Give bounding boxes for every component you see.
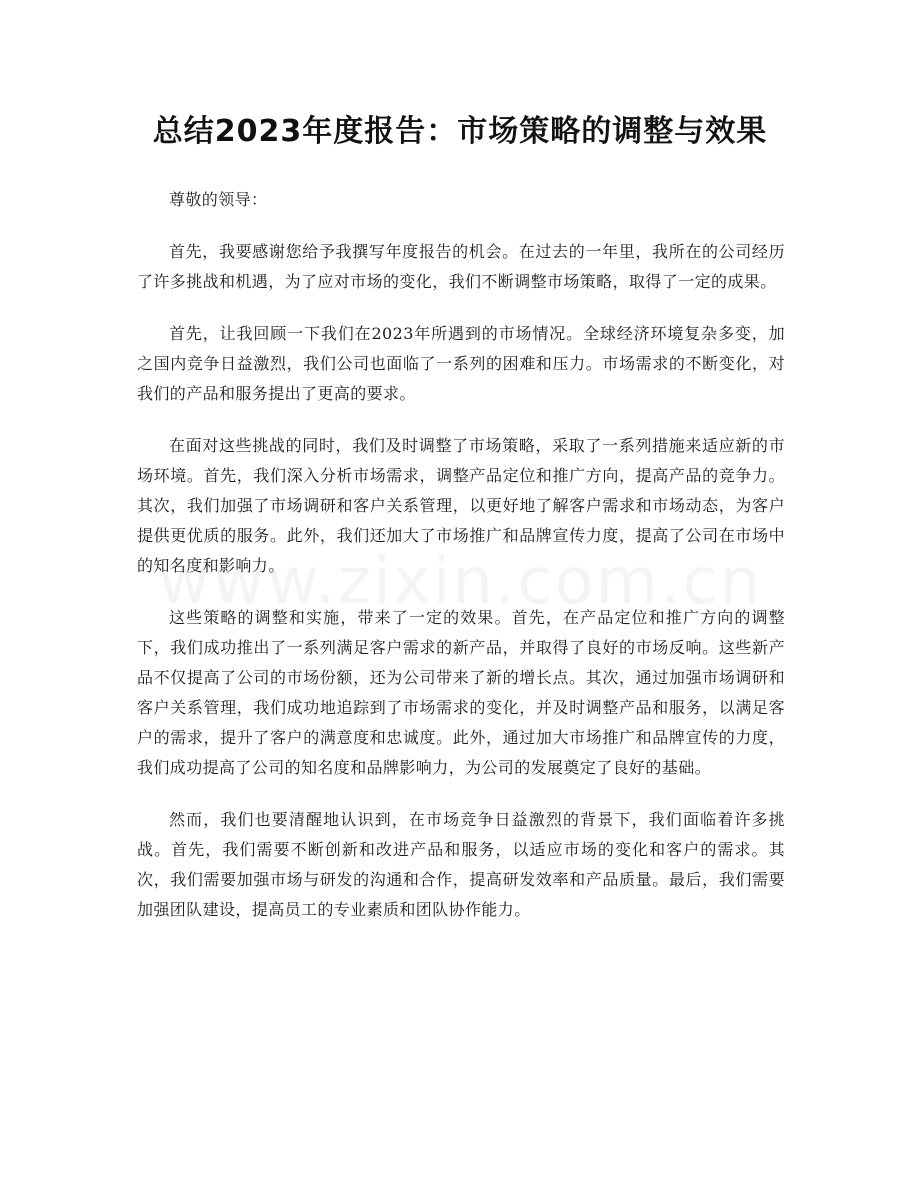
paragraph-3: 在面对这些挑战的同时，我们及时调整了市场策略，采取了一系列措施来适应新的市场环境。首先，我们深入分析市场需求，调整产品定位和推广方向，提高产品的竞争力。其次，我们加强了市场调研和客户关系管理，以更好地了解客户需求和市场动态，为客户提供更优质的服务。此外，我们还加大了市场推广和品牌宣传力度，提高了公司在市场中的知名度和影响力。 [137, 436, 785, 575]
paragraph-5: 然而，我们也要清醒地认识到，在市场竞争日益激烈的背景下，我们面临着许多挑战。首先，我们需要不断创新和改进产品和服务，以适应市场的变化和客户的需求。其次，我们需要加强市场与研发的沟通和合作，提高研发效率和产品质量。最后，我们需要加强团队建设，提高员工的专业素质和团队协作能力。 [137, 810, 785, 919]
salutation: 尊敬的领导： [169, 190, 268, 209]
paragraph-4: 这些策略的调整和实施，带来了一定的效果。首先，在产品定位和推广方向的调整下，我们成功推出了一系列满足客户需求的新产品，并取得了良好的市场反响。这些新产品不仅提高了公司的市场份额，还为公司带来了新的增长点。其次，通过加强市场调研和客户关系管理，我们成功地追踪到了市场需求的变化，并及时调整产品和服务，以满足客户的需求，提升了客户的满意度和忠诚度。此外，通过加大市场推广和品牌宣传的力度，我们成功提高了公司的知名度和品牌影响力，为公司的发展奠定了良好的基础。 [137, 608, 785, 777]
document-body [137, 185, 785, 947]
document-title: 总结2023年度报告：市场策略的调整与效果 [152, 114, 768, 149]
paragraph-2: 首先，让我回顾一下我们在2023年所遇到的市场情况。全球经济环境复杂多变，加之国内竞争日益激烈，我们公司也面临了一系列的困难和压力。市场需求的不断变化，对我们的产品和服务提出了更高的要求。 [137, 324, 785, 403]
paragraph-1: 首先，我要感谢您给予我撰写年度报告的机会。在过去的一年里，我所在的公司经历了许多挑战和机遇，为了应对市场的变化，我们不断调整市场策略，取得了一定的成果。 [137, 242, 785, 291]
